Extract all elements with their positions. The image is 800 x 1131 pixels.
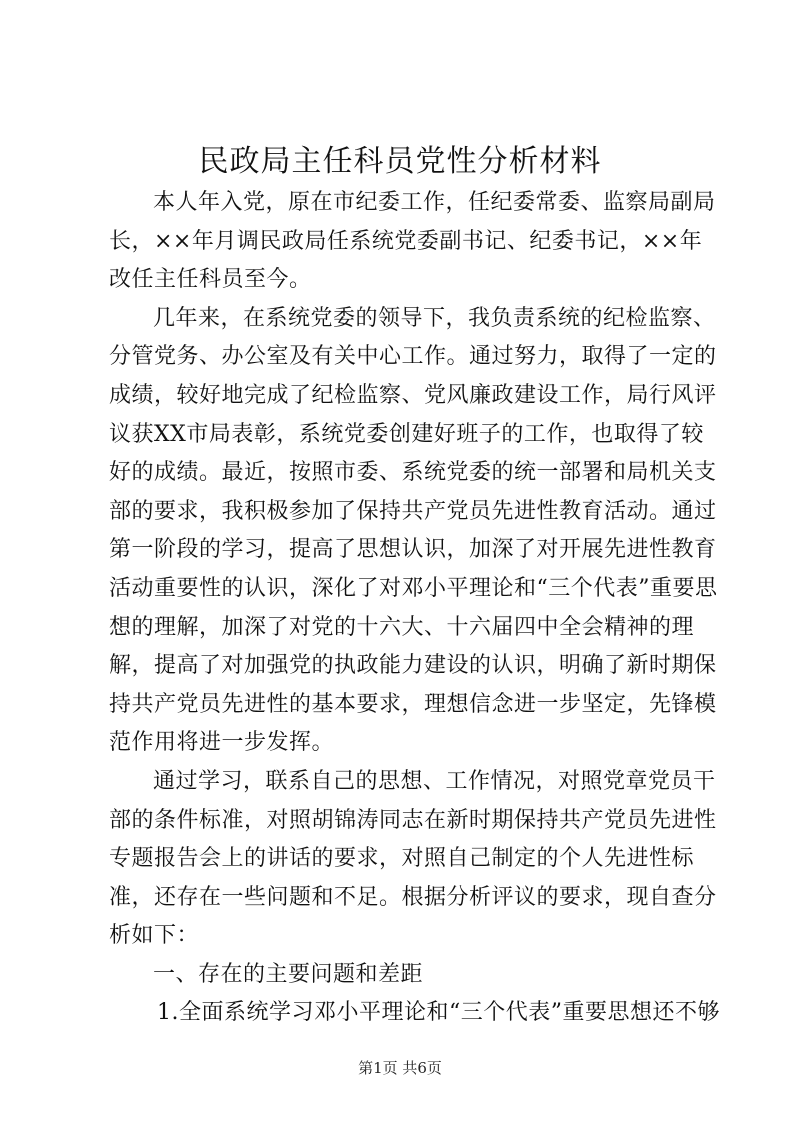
document-body (109, 184, 721, 1033)
document-title: 民政局主任科员党性分析材料 (198, 144, 602, 179)
paragraph-work-summary: 几年来，在系统党委的领导下，我负责系统的纪检监察、分管党务、办公室及有关中心工作。通过努力，取得了一定的成绩，较好地完成了纪检监察、党风廉政建设工作，局行风评议获XX市局表彰，系统党委创建好班子的工作，也取得了较好的成绩。最近，按照市委、系统党委的统一部署和局机关支部的要求，我积极参加了保持共产党员先进性教育活动。通过第一阶段的学习，提高了思想认识，加深了对开展先进性教育活动重要性的认识，深化了对邓小平理论和“三个代表”重要思想的理解，加深了对党的十六大、十六届四中全会精神的理解，提高了对加强党的执政能力建设的认识，明确了新时期保持共产党员先进性的基本要求，理想信念进一步坚定，先锋模范作用将进一步发挥。 (109, 305, 718, 756)
page-number-footer: 第1页 共6页 (358, 1059, 442, 1077)
list-item-1: 1.全面系统学习邓小平理论和“三个代表”重要思想还不够 (157, 1000, 720, 1026)
paragraph-intro: 本人年入党，原在市纪委工作，任纪委常委、监察局副局长，××年月调民政局任系统党委副书记、纪委书记，××年改任主任科员至今。 (109, 190, 716, 293)
section-heading-problems: 一、存在的主要问题和差距 (153, 961, 424, 987)
paragraph-self-check: 通过学习，联系自己的思想、工作情况，对照党章党员干部的条件标准，对照胡锦涛同志在新时期保持共产党员先进性专题报告会上的讲话的要求，对照自己制定的个人先进性标准，还存在一些问题和不足。根据分析评议的要求，现自查分析如下： (109, 768, 717, 949)
